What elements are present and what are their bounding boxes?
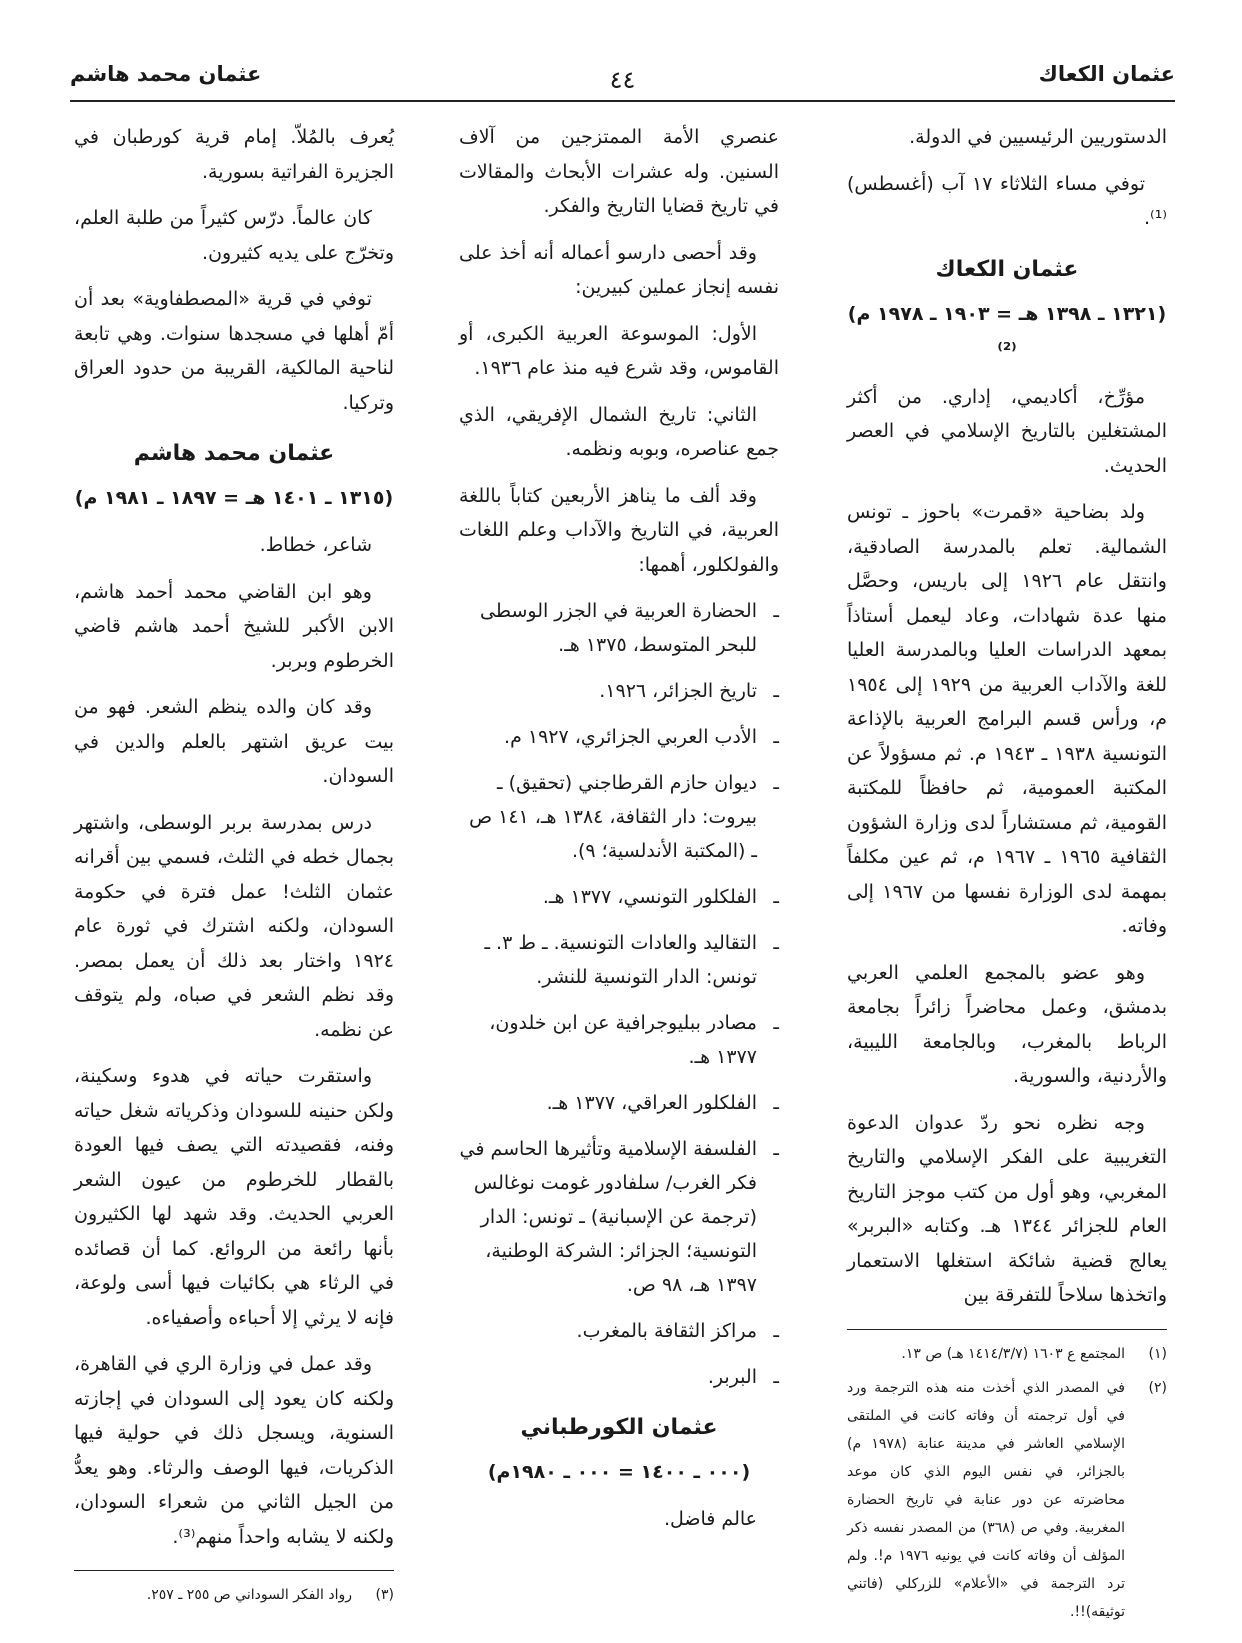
footnote (74, 1581, 394, 1609)
list-item-text: مراكز الثقافة بالمغرب. (576, 1320, 757, 1342)
paragraph: وقد عمل في وزارة الري في القاهرة، ولكنه كان يعود إلى السودان في إجازته السنوية، ويسجل ذلك في حولية فيها الذكريات، فيها الوصف والرثاء. وهو يعدُّ من الجيل الثاني من شعراء السودان، ولكنه لا يشابه واحداً منهم⁽³⁾. (74, 1353, 394, 1548)
list-item: ـ البربر. (707, 1366, 779, 1388)
footnote (847, 1374, 1167, 1626)
list-item-text: ديوان حازم القرطاجني (تحقيق) ـ بيروت: دار الثقافة، ١٣٨٤ هـ، ١٤١ ص ـ (المكتبة الأندلسية؛ ٩). (469, 772, 757, 862)
paragraph: وجه نظره نحو ردّ عدوان الدعوة التغريبية على الفكر الإسلامي والتاريخ المغربي، وهو أول من كتب موجز التاريخ العام للجزائر ١٣٤٤ هـ. وكتابه «البربر» يعالج قضية شائكة استغلها الاستعمار واتخذها سلاحاً للتفرقة بين (847, 1111, 1167, 1306)
paragraph: درس بمدرسة بربر الوسطى، واشتهر بجمال خطه في الثلث، فسمي بين أقرانه عثمان الثلث! عمل فترة في حكومة السودان، ولكنه اشترك في ثورة عام ١٩٢٤ واختار بعد ذلك أن يعمل بمصر. وقد نظم الشعر في صباه، ولم يتوقف عن نظمه. (74, 811, 394, 1041)
list-item-text: الفلكلور العراقي، ١٣٧٧ هـ. (546, 1092, 757, 1114)
paragraph: توفي مساء الثلاثاء ١٧ آب (أغسطس)⁽¹⁾. (847, 172, 1167, 229)
paragraph: الأول: الموسوعة العربية الكبرى، أو القاموس، وقد شرع فيه منذ عام ١٩٣٦. (459, 322, 779, 379)
paragraph: توفي في قرية «المصطفاوية» بعد أن أمّ أهلها في مسجدها سنوات. وهي تابعة لناحية المالكية، القريبة من حدود العراق وتركيا. (74, 288, 394, 414)
column-left (74, 120, 394, 1615)
paragraph: ولد بضاحية «قمرت» باحوز ـ تونس الشمالية. تعلم بالمدرسة الصادقية، وانتقل عام ١٩٢٦ إلى باريس، وحصَّل منها عدة شهادات، وعاد ليعمل أستاذاً بمعهد الدراسات العليا وبالمدرسة العليا للغة والآداب العربية من ١٩٢٩ إلى ١٩٥٤ م، ورأس قسم البرامج العربية بالإذاعة التونسية ١٩٣٨ ـ ١٩٤٣ م. ثم مسؤولاً عن المكتبة العمومية، ثم حافظاً للمكتبة القومية، ثم مستشاراً لدى وزارة الشؤون الثقافية ١٩٦٥ ـ ١٩٦٧ م، ثم عين مكلفاً بمهمة لدى الوزارة نفسها من ١٩٦٧ إلى وفاته. (847, 501, 1168, 937)
footnote-text: المجتمع ع ١٦٠٣ (١٤١٤/٣/٧ هـ) ص ١٣. (901, 1345, 1125, 1362)
biography-dates: (٠٠٠ ـ ١٤٠٠ = ٠٠٠ ـ ١٩٨٠م) (487, 1461, 751, 1483)
paragraph: كان عالماً. درّس كثيراً من طلبة العلم، وتخرّج على يديه كثيرون. (74, 207, 394, 264)
paragraph: وهو عضو بالمجمع العلمي العربي بدمشق، وعمل محاضراً زائراً بجامعة الرباط بالمغرب، وبالجامعة الليبية، والأردنية، والسورية. (847, 961, 1167, 1087)
footnote-divider (847, 1329, 1167, 1330)
paragraph: عالم فاضل. (663, 1508, 757, 1530)
list-item: ـ مراكز الثقافة بالمغرب. (576, 1320, 779, 1342)
paragraph: يُعرف بالمُلاّ. إمام قرية كورطبان في الجزيرة الفراتية بسورية. (74, 126, 394, 183)
paragraph: الدستوريين الرئيسيين في الدولة. (909, 126, 1167, 148)
works-list (459, 594, 779, 1394)
column-right (847, 120, 1167, 1632)
list-item: ـ الفلكلور التونسي، ١٣٧٧ هـ. (542, 886, 779, 908)
biography-dates: (١٣١٥ ـ ١٤٠١ هـ = ١٨٩٧ ـ ١٩٨١ م) (74, 487, 394, 509)
list-item: ـ الأدب العربي الجزائري، ١٩٢٧ م. (504, 726, 779, 748)
list-item-text: تاريخ الجزائر، ١٩٢٦. (599, 680, 757, 702)
running-title-right: عثمان الكعاك (1038, 62, 1175, 86)
list-item: ـ الفلكلور العراقي، ١٣٧٧ هـ. (546, 1092, 779, 1114)
list-item-text: مصادر ببليوجرافية عن ابن خلدون، ١٣٧٧ هـ. (489, 1012, 757, 1068)
footnote-divider (74, 1570, 394, 1571)
footnote-number: (٣) (375, 1587, 394, 1603)
paragraph: وقد ألف ما يناهز الأربعين كتاباً باللغة العربية، في التاريخ والآداب وعلم اللغات والفولكلور، أهمها: (459, 484, 779, 576)
biography-title: عثمان الكعاك (935, 256, 1079, 282)
list-item: ـ الحضارة العربية في الجزر الوسطى للبحر المتوسط، ١٣٧٥ هـ. (480, 600, 779, 656)
paragraph: شاعر، خطاط. (259, 534, 372, 556)
paragraph: وقد كان والده ينظم الشعر. فهو من بيت عريق اشتهر بالعلم والدين في السودان. (74, 696, 394, 787)
page-header (70, 56, 1175, 102)
list-item: ـ تاريخ الجزائر، ١٩٢٦. (599, 680, 779, 702)
paragraph: الثاني: تاريخ الشمال الإفريقي، الذي جمع عناصره، وبوبه ونظمه. (459, 403, 779, 460)
paragraph: واستقرت حياته في هدوء وسكينة، ولكن حنينه للسودان وذكرياته شغل حياته وفنه، فقصيدته التي يصف فيها العودة بالقطار للخرطوم من عيون الشعر العربي الحديث. وقد شهد لها الكثيرون بأنها رائعة من الروائع. كما أن قصائده في الرثاء هي بكائيات فيها أسى ولوعة، فإنه لا يرثي إلا أحباءه وأصفياءه. (74, 1065, 394, 1329)
list-item: ـ التقاليد والعادات التونسية. ـ ط ٣. ـ تونس: الدار التونسية للنشر. (484, 932, 779, 988)
list-item-text: الفلسفة الإسلامية وتأثيرها الحاسم في فكر الغرب/ سلفادور غومت نوغالس (ترجمة عن الإسبانية) ـ تونس: الدار التونسية؛ الجزائر: الشركة الوطنية، ١٣٩٧ هـ، ٩٨ ص. (459, 1138, 757, 1296)
footnote-number: (١) (1148, 1345, 1167, 1362)
biography-title: عثمان الكورطباني (520, 1415, 718, 1440)
list-item-text: الأدب العربي الجزائري، ١٩٢٧ م. (504, 726, 757, 748)
paragraph: وهو ابن القاضي محمد أحمد هاشم، الابن الأكبر للشيخ أحمد هاشم قاضي الخرطوم وبربر. (74, 580, 394, 672)
footnote-text: رواد الفكر السوداني ص ٢٥٥ ـ ٢٥٧. (146, 1587, 352, 1603)
list-item-text: الحضارة العربية في الجزر الوسطى للبحر المتوسط، ١٣٧٥ هـ. (480, 600, 757, 656)
footnote-number: (٢) (1148, 1379, 1167, 1396)
list-item-text: التقاليد والعادات التونسية. ـ ط ٣. ـ تونس: الدار التونسية للنشر. (484, 932, 757, 988)
biography-dates: (١٣٢١ ـ ١٣٩٨ هـ = ١٩٠٣ ـ ١٩٧٨ م)⁽²⁾ (847, 302, 1167, 361)
page-number: ٤٤ (609, 66, 636, 94)
paragraph: مؤرِّخ، أكاديمي، إداري. من أكثر المشتغلين بالتاريخ الإسلامي في العصر الحديث. (847, 385, 1167, 477)
list-item: ـ ديوان حازم القرطاجني (تحقيق) ـ بيروت: دار الثقافة، ١٣٨٤ هـ، ١٤١ ص ـ (المكتبة الأندلسية؛ ٩). (469, 772, 779, 862)
footnote (847, 1340, 1167, 1368)
footnote-text: في المصدر الذي أخذت منه هذه الترجمة ورد في أول ترجمته أن وفاته كانت في الملتقى الإسلامي العاشر في مدينة عنابة (١٩٧٨ م) بالجزائر، في نفس اليوم الذي كان موعد محاضرته عن دور عنابة في تاريخ الحضارة المغربية. وفي ص (٣٦٨) من المصدر نفسه ذكر المؤلف أن وفاته كانت في يونيه ١٩٧٦ م!. ولم ترد الترجمة في «الأعلام» للزركلي (فاتني توثيقه)!!. (847, 1379, 1125, 1620)
running-title-left: عثمان محمد هاشم (70, 62, 262, 86)
paragraph: وقد أحصى دارسو أعماله أنه أخذ على نفسه إنجاز عملين كبيرين: (459, 241, 779, 298)
column-middle (459, 120, 779, 1549)
list-item: ـ الفلسفة الإسلامية وتأثيرها الحاسم في فكر الغرب/ سلفادور غومت نوغالس (ترجمة عن الإسبانية) ـ تونس: الدار التونسية؛ الجزائر: الشركة الوطنية، ١٣٩٧ هـ، ٩٨ ص. (459, 1138, 779, 1296)
list-item-text: البربر. (707, 1366, 757, 1388)
list-item-text: الفلكلور التونسي، ١٣٧٧ هـ. (542, 886, 757, 908)
biography-title: عثمان محمد هاشم (133, 441, 335, 466)
list-item: ـ مصادر ببليوجرافية عن ابن خلدون، ١٣٧٧ هـ. (489, 1012, 779, 1068)
paragraph: عنصري الأمة الممتزجين من آلاف السنين. وله عشرات الأبحاث والمقالات في تاريخ قضايا التاريخ والفكر. (459, 126, 779, 217)
